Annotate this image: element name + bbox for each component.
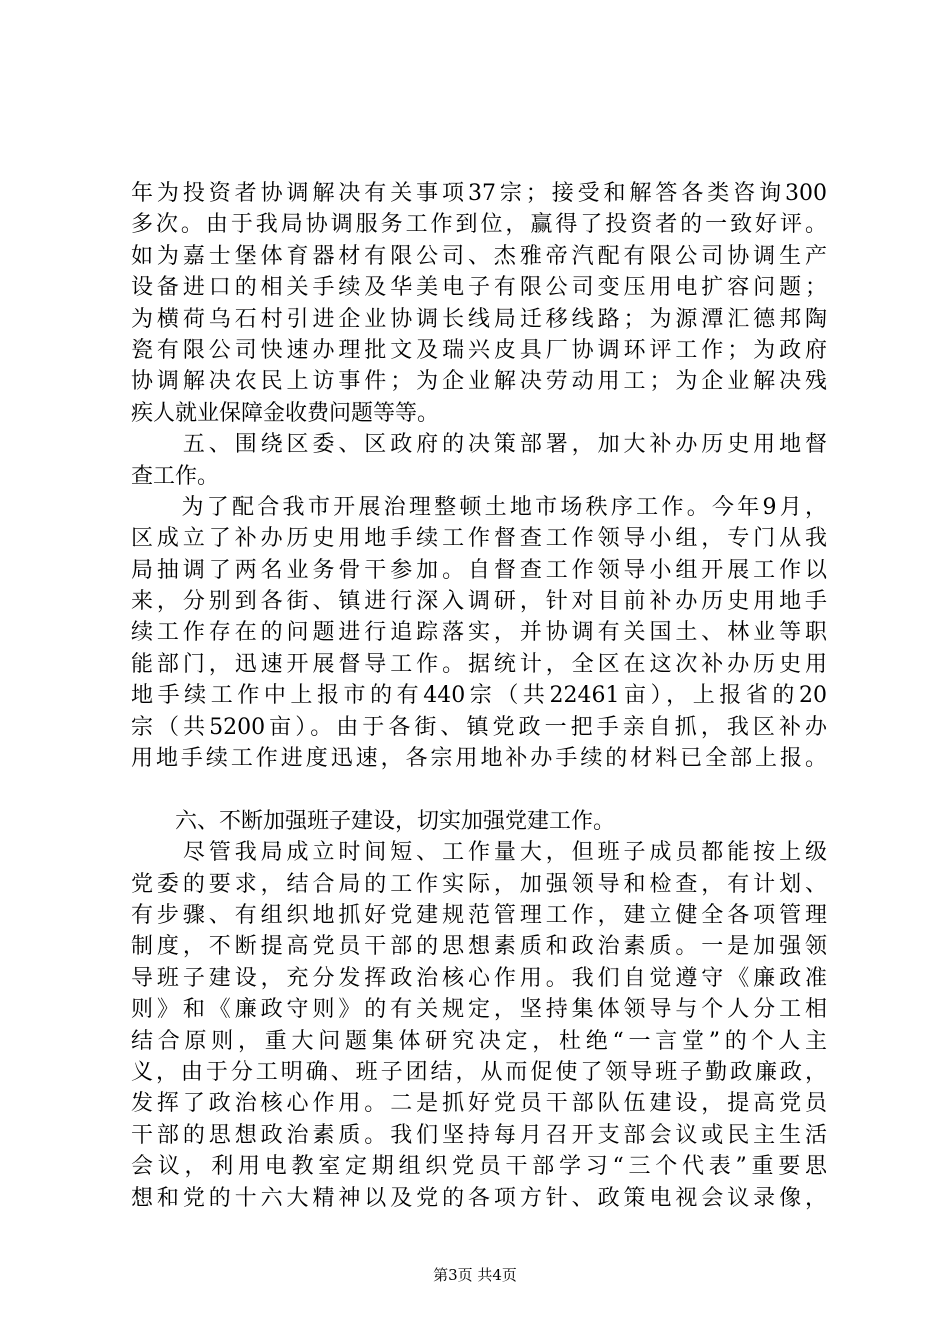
paragraph-gap — [131, 774, 827, 805]
text-line: 来，分别到各街、镇进行深入调研，针对目前补办历史用地手 — [131, 589, 827, 615]
text-line: 能部门，迅速开展督导工作。据统计，全区在这次补办历史用 — [131, 651, 827, 677]
text-line: 党委的要求，结合局的工作实际，加强领导和检查，有计划、 — [131, 871, 827, 897]
text-line: 为横荷乌石村引进企业协调长线局迁移线路；为源潭汇德邦陶 — [131, 306, 827, 332]
text-line: 义，由于分工明确、班子团结，从而促使了领导班子勤政廉政， — [131, 1059, 827, 1085]
text-line: 会议，利用电教室定期组织党员干部学习“三个代表”重要思 — [131, 1154, 827, 1180]
text-line: 想和党的十六大精神以及党的各项方针、政策电视会议录像， — [131, 1185, 827, 1211]
text-line: 有步骤、有组织地抓好党建规范管理工作，建立健全各项管理 — [131, 902, 827, 928]
section-heading-line: 六、不断加强班子建设，切实加强党建工作。 — [131, 808, 616, 834]
page-number-footer: 第3页 共4页 — [433, 1266, 517, 1284]
text-line: 地手续工作中上报市的有440宗（共22461亩），上报省的20 — [131, 683, 827, 709]
text-line: 发挥了政治核心作用。二是抓好党员干部队伍建设，提高党员 — [131, 1091, 827, 1117]
text-line: 疾人就业保障金收费问题等等。 — [131, 400, 440, 426]
text-line: 瓷有限公司快速办理批文及瑞兴皮具厂协调环评工作；为政府 — [131, 337, 827, 363]
text-line: 则》和《廉政守则》的有关规定，坚持集体领导与个人分工相 — [131, 997, 827, 1023]
document-body — [131, 178, 827, 1214]
text-line: 续工作存在的问题进行追踪落实，并协调有关国土、林业等职 — [131, 620, 827, 646]
section-heading-line: 五、围绕区委、区政府的决策部署，加大补办历史用地督 — [131, 432, 827, 458]
text-line: 制度，不断提高党员干部的思想素质和政治素质。一是加强领 — [131, 934, 827, 960]
text-line: 区成立了补办历史用地手续工作督查工作领导小组，专门从我 — [131, 526, 827, 552]
text-line: 干部的思想政治素质。我们坚持每月召开支部会议或民主生活 — [131, 1122, 827, 1148]
text-line: 协调解决农民上访事件；为企业解决劳动用工；为企业解决残 — [131, 369, 827, 395]
text-line: 年为投资者协调解决有关事项37宗；接受和解答各类咨询300 — [131, 181, 827, 206]
text-line: 局抽调了两名业务骨干参加。自督查工作领导小组开展工作以 — [131, 557, 827, 583]
text-line: 为了配合我市开展治理整顿土地市场秩序工作。今年9月， — [131, 494, 827, 520]
text-line: 宗（共5200亩）。由于各街、镇党政一把手亲自抓，我区补办 — [131, 714, 827, 740]
text-line: 设备进口的相关手续及华美电子有限公司变压用电扩容问题； — [131, 275, 827, 301]
section-heading-line: 查工作。 — [131, 463, 220, 489]
text-line: 结合原则，重大问题集体研究决定，杜绝“一言堂”的个人主 — [131, 1028, 827, 1054]
text-line: 导班子建设，充分发挥政治核心作用。我们自觉遵守《廉政准 — [131, 965, 827, 991]
text-line: 多次。由于我局协调服务工作到位，赢得了投资者的一致好评。 — [131, 212, 827, 238]
text-line: 尽管我局成立时间短、工作量大，但班子成员都能按上级 — [131, 840, 827, 866]
text-line: 用地手续工作进度迅速，各宗用地补办手续的材料已全部上报。 — [131, 746, 827, 772]
text-line: 如为嘉士堡体育器材有限公司、杰雅帝汽配有限公司协调生产 — [131, 243, 827, 269]
